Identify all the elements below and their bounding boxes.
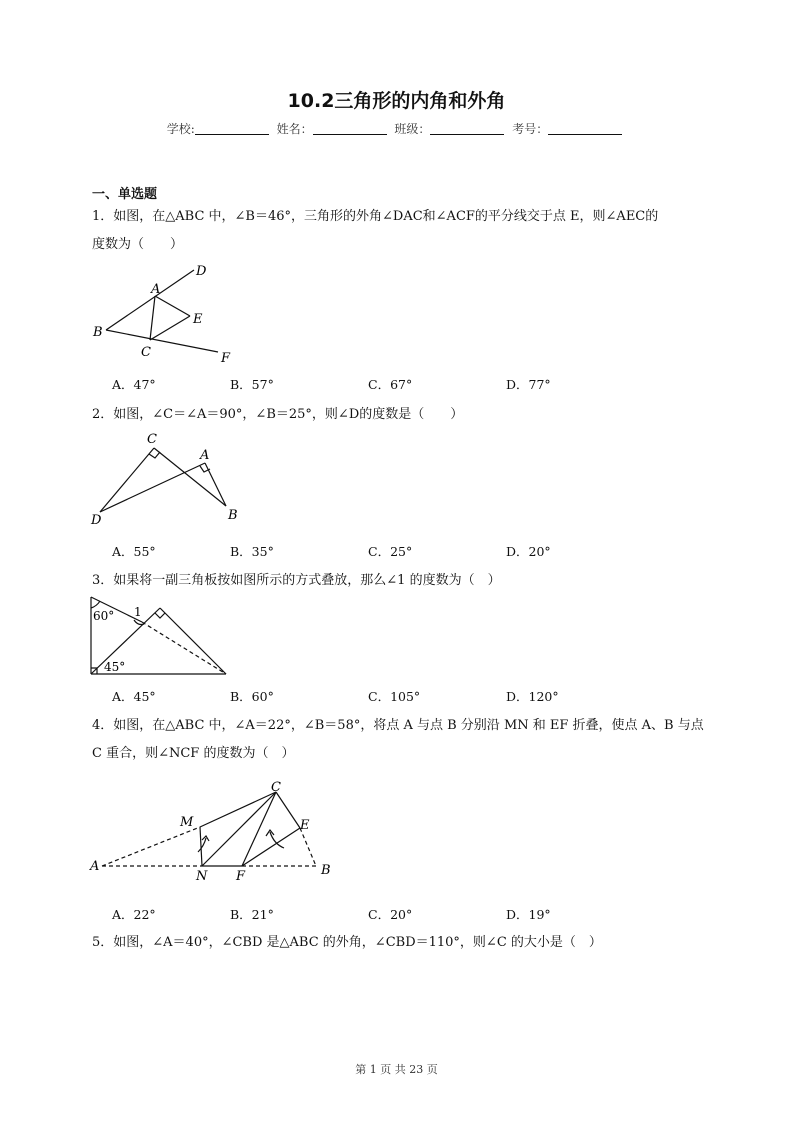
line-ae — [155, 296, 190, 316]
q1-option-c[interactable]: C．67° — [368, 377, 413, 392]
q4-option-d[interactable]: D．19° — [506, 907, 551, 922]
angle-arc-60 — [91, 601, 100, 608]
label-n: N — [196, 869, 208, 884]
label-a: A — [90, 859, 100, 874]
q1-option-d[interactable]: D．77° — [506, 377, 551, 392]
line-da — [100, 463, 205, 512]
question-1-line2: 度数为（ ） — [92, 237, 184, 252]
label-60: 60° — [93, 609, 115, 623]
question-1-options — [112, 375, 632, 395]
label-e: E — [300, 818, 310, 833]
question-1-figure — [88, 262, 248, 368]
label-c: C — [271, 780, 281, 795]
question-3-options — [112, 687, 632, 707]
question-4-line2: C 重合，则∠NCF 的度数为（ ） — [92, 746, 295, 761]
label-m: M — [180, 815, 194, 830]
label-f: F — [236, 869, 246, 884]
page-footer: 第 1 页 共 23 页 — [355, 1063, 438, 1076]
question-1-text — [92, 203, 712, 259]
q4-option-a[interactable]: A．22° — [112, 907, 156, 922]
student-info-line — [0, 120, 793, 137]
class-blank[interactable] — [430, 122, 504, 135]
label-f: F — [221, 351, 231, 366]
q2-option-b[interactable]: B．35° — [230, 544, 274, 559]
q4-option-b[interactable]: B．21° — [230, 907, 274, 922]
section-heading: 一、单选题 — [92, 187, 158, 202]
question-2-options — [112, 542, 632, 562]
label-e: E — [193, 312, 203, 327]
school-label: 学校: — [166, 122, 195, 136]
question-1-line1: 1．如图，在△ABC 中，∠B＝46°，三角形的外角∠DAC和∠ACF的平分线交于点 E，则∠AEC的 — [92, 209, 659, 224]
dashed-am — [102, 827, 200, 866]
label-d: D — [196, 264, 207, 279]
label-45: 45° — [104, 660, 126, 674]
line-mc — [200, 792, 276, 827]
question-2-text — [92, 401, 712, 429]
q1-option-b[interactable]: B．57° — [230, 377, 274, 392]
label-b: B — [228, 508, 238, 523]
label-c: C — [147, 432, 157, 447]
question-3-figure — [88, 594, 233, 678]
school-blank[interactable] — [195, 122, 269, 135]
hidden-edge — [142, 622, 226, 674]
line-ce — [150, 316, 190, 340]
name-blank[interactable] — [313, 122, 387, 135]
label-d: D — [91, 513, 102, 528]
fold-arrow-left — [198, 838, 206, 852]
q4-option-c[interactable]: C．20° — [368, 907, 413, 922]
class-label: 班级： — [394, 122, 431, 136]
question-3-line1: 3．如果将一副三角板按如图所示的方式叠放，那么∠1 的度数为（ ） — [92, 573, 501, 588]
label-a: A — [151, 282, 161, 297]
label-b: B — [93, 325, 103, 340]
number-label: 考号： — [512, 122, 549, 136]
question-4-line1: 4．如图，在△ABC 中，∠A＝22°，∠B＝58°，将点 A 与点 B 分别沿 MN 和 EF 折叠，使点 A、B 与点 — [92, 718, 704, 733]
right-angle-top — [155, 613, 165, 618]
line-ac — [150, 296, 155, 340]
q1-option-a[interactable]: A．47° — [112, 377, 156, 392]
q3-option-c[interactable]: C．105° — [368, 689, 421, 704]
label-angle-1: 1 — [134, 605, 142, 619]
triangle-45-right-edge — [160, 608, 226, 674]
line-cb — [154, 448, 226, 506]
question-3-text — [92, 567, 712, 595]
q3-option-b[interactable]: B．60° — [230, 689, 274, 704]
question-2-figure — [88, 428, 258, 532]
page-title: 10.2三角形的内角和外角 — [287, 90, 506, 112]
name-label: 姓名： — [276, 122, 313, 136]
dashed-eb — [300, 828, 316, 866]
question-5-text — [92, 929, 712, 957]
question-4-options — [112, 905, 632, 925]
q3-option-a[interactable]: A．45° — [112, 689, 156, 704]
q2-option-c[interactable]: C．25° — [368, 544, 413, 559]
q2-option-d[interactable]: D．20° — [506, 544, 551, 559]
label-b: B — [321, 863, 331, 878]
question-2-line1: 2．如图，∠C＝∠A＝90°，∠B＝25°，则∠D的度数是（ ） — [92, 407, 464, 422]
line-ce — [276, 792, 300, 828]
label-c: C — [141, 345, 151, 360]
question-4-figure — [88, 780, 348, 886]
question-5-line1: 5．如图，∠A＝40°，∠CBD 是△ABC 的外角，∠CBD＝110°，则∠C 的大小是（ ） — [92, 935, 602, 950]
question-4-text — [92, 712, 712, 768]
label-a: A — [200, 448, 210, 463]
q2-option-a[interactable]: A．55° — [112, 544, 156, 559]
q3-option-d[interactable]: D．120° — [506, 689, 559, 704]
line-cd — [100, 448, 154, 512]
number-blank[interactable] — [548, 122, 622, 135]
line-cn — [202, 792, 276, 866]
